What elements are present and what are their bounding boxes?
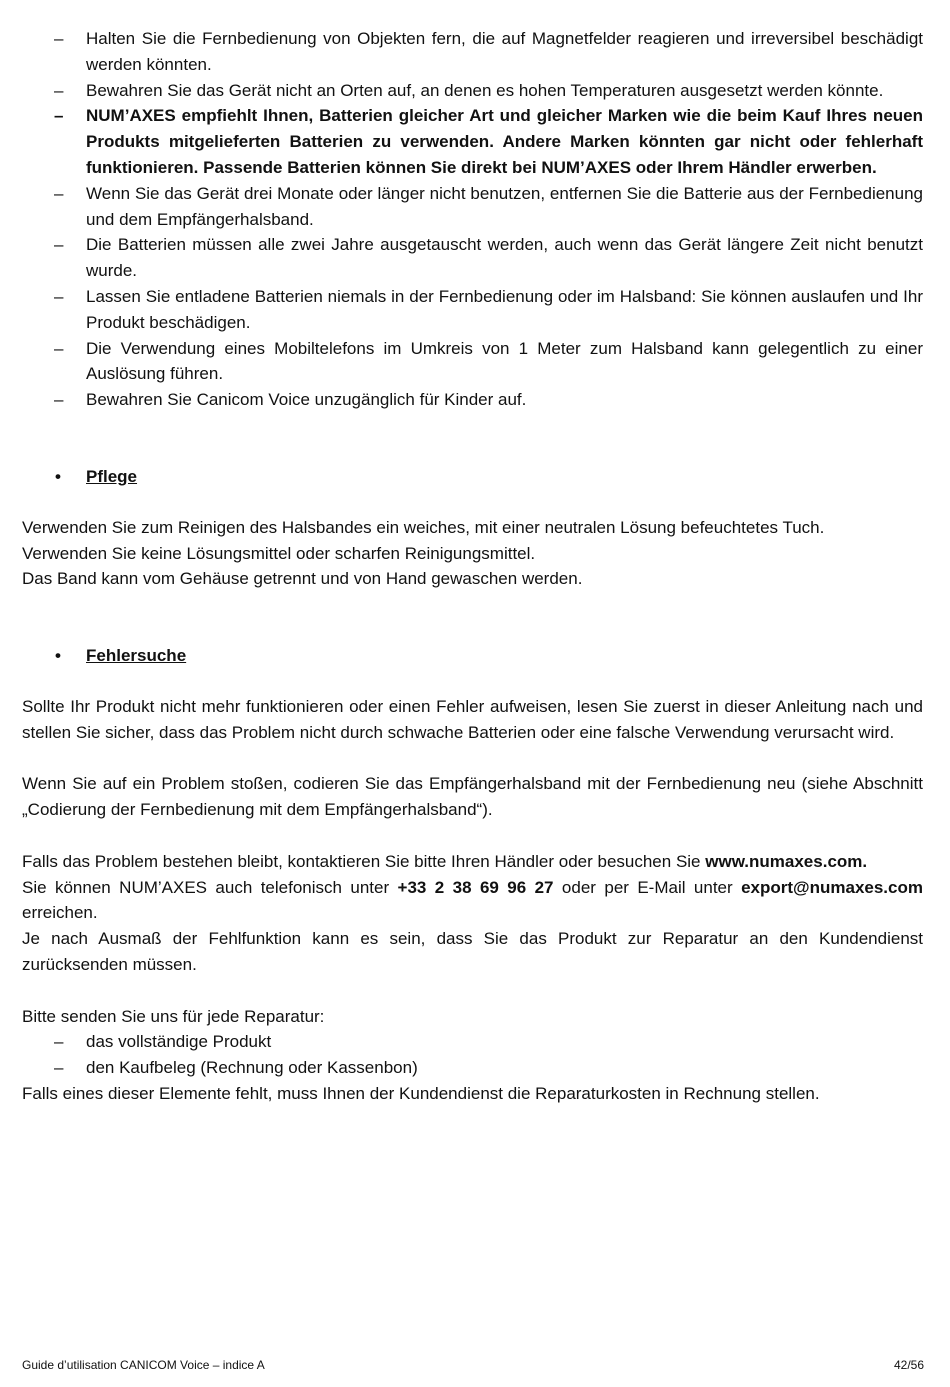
warning-text: Die Verwendung eines Mobiltelefons im Umkreis von 1 Meter zum Halsband kann gelegentlich zu einer Auslösung führen. — [86, 338, 923, 384]
contact-text: Falls das Problem bestehen bleibt, kontaktieren Sie bitte Ihren Händler oder besuchen Sie — [22, 851, 706, 871]
dash-marker: – — [54, 106, 64, 126]
pflege-line: Verwenden Sie zum Reinigen des Halsbandes ein weiches, mit einer neutralen Lösung befeuchtetes Tuch. — [22, 517, 825, 537]
section-title: Fehlersuche — [86, 646, 187, 666]
phone-number: +33 2 38 69 96 27 — [397, 877, 554, 897]
dash-marker: – — [54, 338, 64, 358]
dash-marker: – — [54, 1058, 64, 1078]
list-item — [22, 1029, 923, 1055]
dash-marker: – — [54, 29, 64, 48]
dash-marker: – — [54, 183, 64, 203]
paragraph-gap — [22, 746, 923, 772]
repair-outro: Falls eines dieser Elemente fehlt, muss Ihnen der Kundendienst die Reparaturkosten in Rechnung stellen. — [22, 1083, 820, 1103]
repair-intro: Bitte senden Sie uns für jede Reparatur: — [22, 1006, 325, 1026]
troubleshooting-paragraph: Wenn Sie auf ein Problem stoßen, codieren Sie das Empfängerhalsband mit der Fernbedienung neu (siehe Abschnitt „Codierung der Fernbedienung mit dem Empfängerhalsband“). — [22, 774, 923, 820]
list-item — [22, 284, 923, 336]
dash-marker: – — [54, 1032, 64, 1052]
list-item — [22, 1055, 923, 1081]
dash-marker: – — [54, 235, 64, 255]
repair-item-text: das vollständige Produkt — [86, 1032, 272, 1052]
warning-text: Wenn Sie das Gerät drei Monate oder länger nicht benutzen, entfernen Sie die Batterie aus der Fernbedienung und dem Empfängerhalsband. — [86, 183, 923, 229]
footer-document-title: Guide d’utilisation CANICOM Voice – indice A — [22, 1358, 265, 1372]
list-item — [22, 181, 923, 233]
contact-text: oder per E-Mail unter — [553, 877, 742, 897]
contact-paragraph — [22, 875, 923, 927]
list-item — [22, 387, 923, 413]
dash-marker: – — [54, 390, 64, 410]
page-footer — [22, 1357, 924, 1373]
bullet-icon: • — [55, 466, 61, 486]
bullet-icon: • — [55, 646, 61, 666]
list-item — [22, 26, 923, 78]
pflege-line: Verwenden Sie keine Lösungsmittel oder scharfen Reinigungsmittel. — [22, 543, 536, 563]
paragraph-gap — [22, 978, 923, 1004]
troubleshooting-paragraph: Sollte Ihr Produkt nicht mehr funktionieren oder einen Fehler aufweisen, lesen Sie zuerst in dieser Anleitung nach und stellen Sie sicher, dass das Problem nicht durch schwache Batterien oder eine falsche Verwendung verursacht wird. — [22, 696, 923, 742]
section-heading-fehlersuche — [22, 643, 923, 669]
section-title: Pflege — [86, 466, 138, 486]
contact-paragraph — [22, 849, 923, 875]
list-item — [22, 78, 923, 104]
list-item — [22, 232, 923, 284]
email-link[interactable]: export@numaxes.com — [741, 877, 923, 897]
dash-marker: – — [54, 80, 64, 100]
section-heading-pflege — [22, 464, 923, 490]
warning-text: Halten Sie die Fernbedienung von Objekten fern, die auf Magnetfelder reagieren und irreversibel beschädigt werden könnten. — [86, 29, 923, 74]
warning-text: Lassen Sie entladene Batterien niemals in der Fernbedienung oder im Halsband: Sie können auslaufen und Ihr Produkt beschädigen. — [86, 286, 923, 332]
document-page — [22, 26, 923, 1107]
footer-page-number: 42/56 — [893, 1358, 924, 1372]
list-item — [22, 336, 923, 388]
dash-marker: – — [54, 286, 64, 306]
warning-text: Bewahren Sie das Gerät nicht an Orten auf, an denen es hohen Temperaturen ausgesetzt werden könnte. — [86, 80, 884, 100]
contact-text: erreichen. — [22, 903, 98, 923]
warnings-list — [22, 26, 923, 413]
paragraph-gap — [22, 823, 923, 849]
warning-text: NUM’AXES empfiehlt Ihnen, Batterien gleicher Art und gleicher Marken wie die beim Kauf Ihres neuen Produkts mitgelieferten Batterien zu verwenden. Andere Marken könnten gar nicht oder fehlerhaft funktionieren. Passende Batterien können Sie direkt bei NUM’AXES oder Ihrem Händler erwerben. — [86, 106, 923, 177]
list-item — [22, 103, 923, 180]
troubleshooting-paragraph: Je nach Ausmaß der Fehlfunktion kann es sein, dass Sie das Produkt zur Reparatur an den Kundendienst zurücksenden müssen. — [22, 929, 923, 974]
pflege-line: Das Band kann vom Gehäuse getrennt und von Hand gewaschen werden. — [22, 569, 583, 589]
repair-list — [22, 1029, 923, 1081]
warning-text: Die Batterien müssen alle zwei Jahre ausgetauscht werden, auch wenn das Gerät längere Zeit nicht benutzt wurde. — [86, 235, 923, 281]
website-link[interactable]: www.numaxes.com. — [705, 851, 868, 871]
contact-text: Sie können NUM’AXES auch telefonisch unter — [22, 877, 398, 897]
warning-text: Bewahren Sie Canicom Voice unzugänglich für Kinder auf. — [86, 390, 527, 410]
repair-item-text: den Kaufbeleg (Rechnung oder Kassenbon) — [86, 1058, 418, 1078]
